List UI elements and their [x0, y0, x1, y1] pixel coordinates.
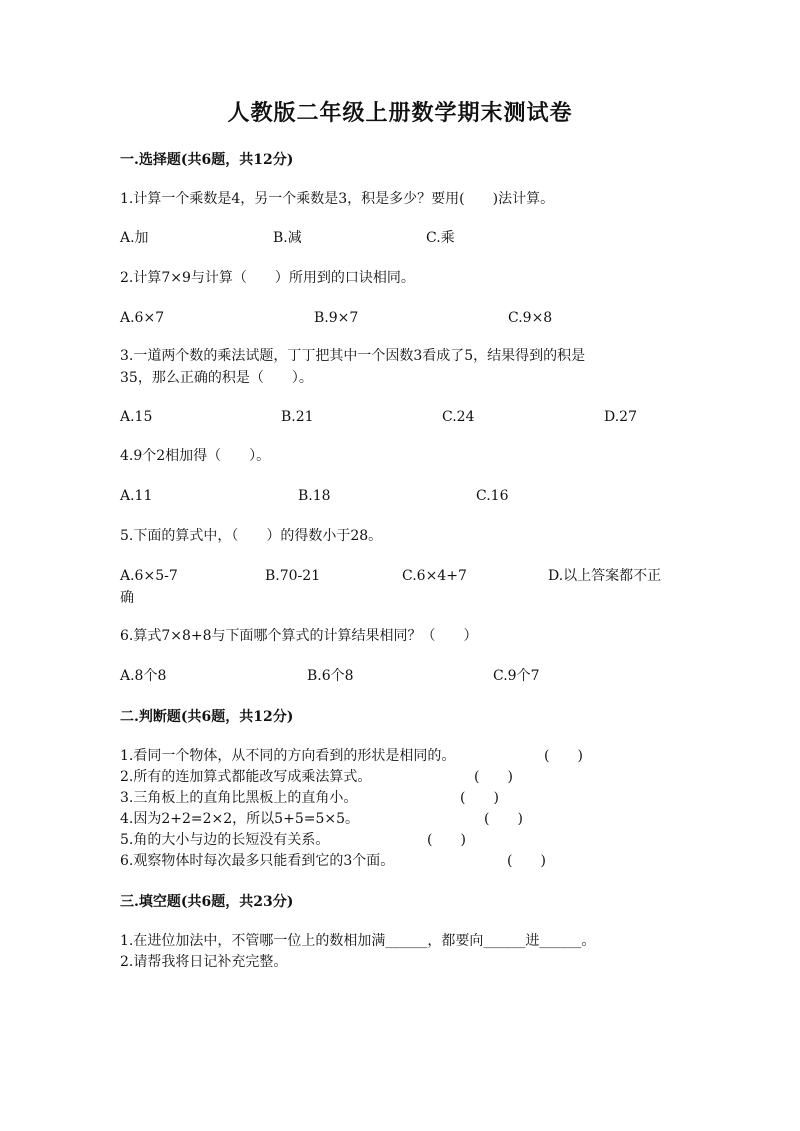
judge-item: 3.三角板上的直角比黑板上的直角小。: [120, 790, 358, 806]
question-text: 4.9个2相加得（ ）。: [120, 448, 271, 464]
option-d-wrap: 确: [120, 590, 134, 606]
page-title: 人教版二年级上册数学期末测试卷: [227, 100, 573, 126]
option-b: B.18: [298, 488, 331, 504]
option-d: D.27: [604, 409, 637, 425]
option-c: C.乘: [426, 230, 455, 246]
question-text-line2: 35，那么正确的积是（ ）。: [120, 370, 313, 386]
judge-item: 5.角的大小与边的长短没有关系。: [120, 832, 330, 848]
option-b: B.减: [273, 230, 302, 246]
option-a: A.6×5-7: [120, 568, 178, 584]
option-c: C.9个7: [493, 668, 540, 684]
answer-paren: ( ): [544, 748, 583, 764]
answer-paren: ( ): [484, 811, 523, 827]
option-a: A.8个8: [120, 668, 167, 684]
option-a: A.15: [120, 409, 153, 425]
question-text: 2.计算7×9与计算（ ）所用到的口诀相同。: [120, 270, 415, 286]
question-text: 1.计算一个乘数是4，另一个乘数是3，积是多少？要用( )法计算。: [120, 191, 555, 207]
judge-item: 2.所有的连加算式都能改写成乘法算式。: [120, 769, 372, 785]
answer-paren: ( ): [474, 769, 513, 785]
judge-item: 6.观察物体时每次最多只能看到它的3个面。: [120, 853, 395, 869]
judge-item: 4.因为2+2=2×2，所以5+5=5×5。: [120, 811, 359, 827]
option-a: A.加: [120, 230, 149, 246]
judge-item: 1.看同一个物体，从不同的方向看到的形状是相同的。: [120, 748, 456, 764]
section-heading-fill: 三.填空题(共6题，共23分): [120, 894, 294, 910]
answer-paren: ( ): [507, 853, 546, 869]
section-heading-judge: 二.判断题(共6题，共12分): [120, 709, 294, 725]
section-heading-choice: 一.选择题(共6题，共12分): [120, 152, 294, 168]
option-b: B.70-21: [265, 568, 321, 584]
fill-item: 2.请帮我将日记补充完整。: [120, 954, 288, 970]
answer-paren: ( ): [460, 790, 499, 806]
option-c: C.6×4+7: [402, 568, 467, 584]
option-c: C.16: [476, 488, 509, 504]
option-c: C.9×8: [508, 310, 553, 326]
option-b: B.21: [281, 409, 314, 425]
option-a: A.11: [120, 488, 153, 504]
option-b: B.6个8: [307, 668, 354, 684]
option-a: A.6×7: [120, 310, 165, 326]
option-b: B.9×7: [314, 310, 359, 326]
question-text-line1: 3.一道两个数的乘法试题，丁丁把其中一个因数3看成了5，结果得到的积是: [120, 348, 586, 364]
fill-item: 1.在进位加法中，不管哪一位上的数相加满______，都要向______进______。: [120, 933, 596, 949]
answer-paren: ( ): [427, 832, 466, 848]
option-d: D.以上答案都不正: [548, 568, 662, 584]
option-c: C.24: [442, 409, 475, 425]
question-text: 6.算式7×8+8与下面哪个算式的计算结果相同？（ ）: [120, 628, 478, 644]
question-text: 5.下面的算式中，（ ）的得数小于28。: [120, 528, 383, 544]
